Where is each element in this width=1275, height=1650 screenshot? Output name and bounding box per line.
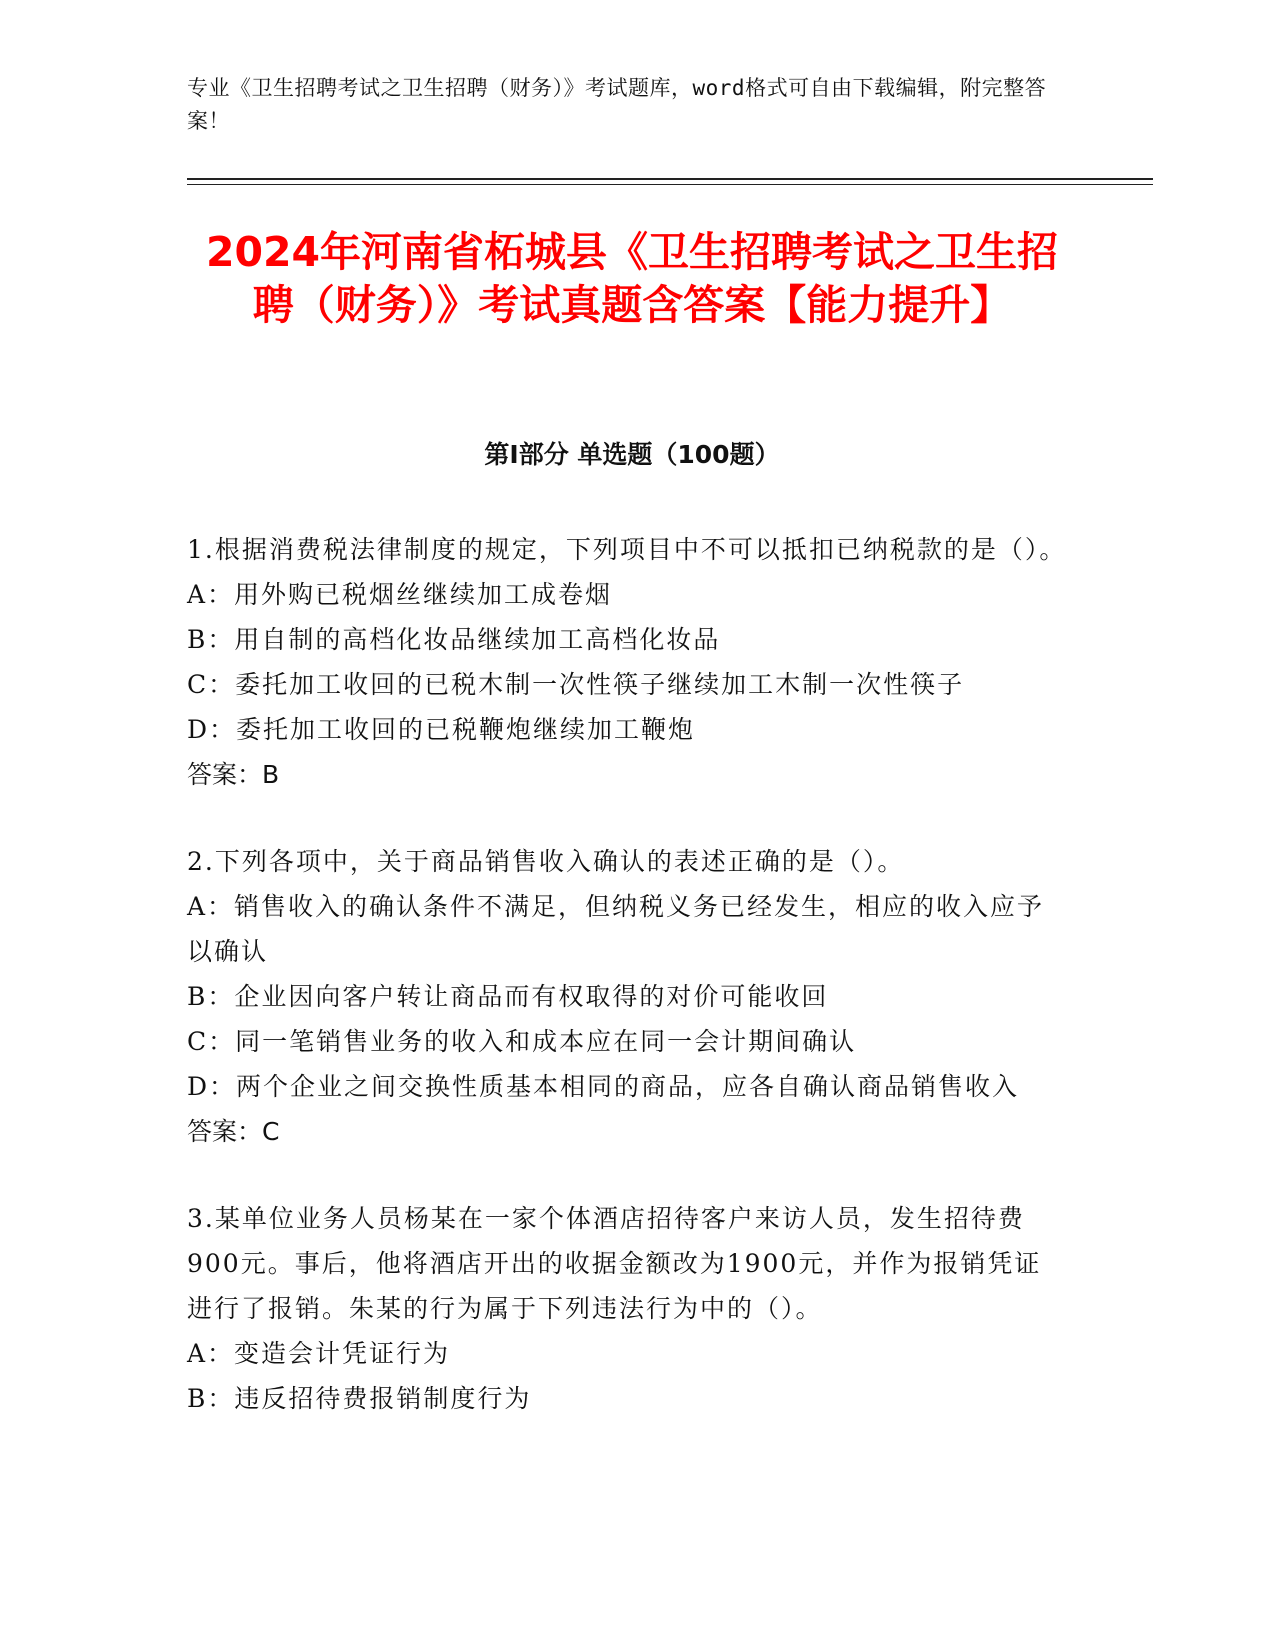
option-b: B：用自制的高档化妆品继续加工高档化妆品 — [187, 625, 721, 654]
option-d: D：两个企业之间交换性质基本相同的商品，应各自确认商品销售收入 — [187, 1072, 1020, 1101]
option-b: B：企业因向客户转让商品而有权取得的对价可能收回 — [187, 982, 829, 1011]
question-stem: 1.根据消费税法律制度的规定，下列项目中不可以抵扣已纳税款的是（）。 — [187, 535, 1067, 564]
section-title: 第Ⅰ部分 单选题（100题） — [484, 440, 780, 469]
option-a: A：变造会计凭证行为 — [187, 1339, 451, 1368]
answer: 答案：B — [187, 760, 280, 789]
question-3 — [187, 1196, 1067, 1421]
question-list — [187, 527, 1067, 1463]
header-rule-thin — [187, 184, 1153, 185]
option-c: C：同一笔销售业务的收入和成本应在同一会计期间确认 — [187, 1027, 857, 1056]
answer: 答案：C — [187, 1117, 280, 1146]
question-stem: 2.下列各项中，关于商品销售收入确认的表述正确的是（）。 — [187, 847, 905, 876]
document-title: 2024年河南省柘城县《卫生招聘考试之卫生招聘（财务）》考试真题含答案【能力提升】 — [205, 228, 1059, 329]
option-a: A：销售收入的确认条件不满足，但纳税义务已经发生，相应的收入应予以确认 — [187, 892, 1045, 966]
option-d: D：委托加工收回的已税鞭炮继续加工鞭炮 — [187, 715, 696, 744]
option-c: C：委托加工收回的已税木制一次性筷子继续加工木制一次性筷子 — [187, 670, 965, 699]
option-a: A：用外购已税烟丝继续加工成卷烟 — [187, 580, 613, 609]
option-b: B：违反招待费报销制度行为 — [187, 1384, 532, 1413]
question-2 — [187, 839, 1067, 1154]
question-1 — [187, 527, 1067, 797]
header-note: 专业《卫生招聘考试之卫生招聘（财务）》考试题库，word格式可自由下载编辑，附完整答案！ — [187, 76, 1047, 133]
header-rule-thick — [187, 178, 1153, 180]
question-stem: 3.某单位业务人员杨某在一家个体酒店招待客户来访人员，发生招待费900元。事后，他将酒店开出的收据金额改为1900元，并作为报销凭证进行了报销。朱某的行为属于下列违法行为中的（）。 — [187, 1204, 1042, 1323]
